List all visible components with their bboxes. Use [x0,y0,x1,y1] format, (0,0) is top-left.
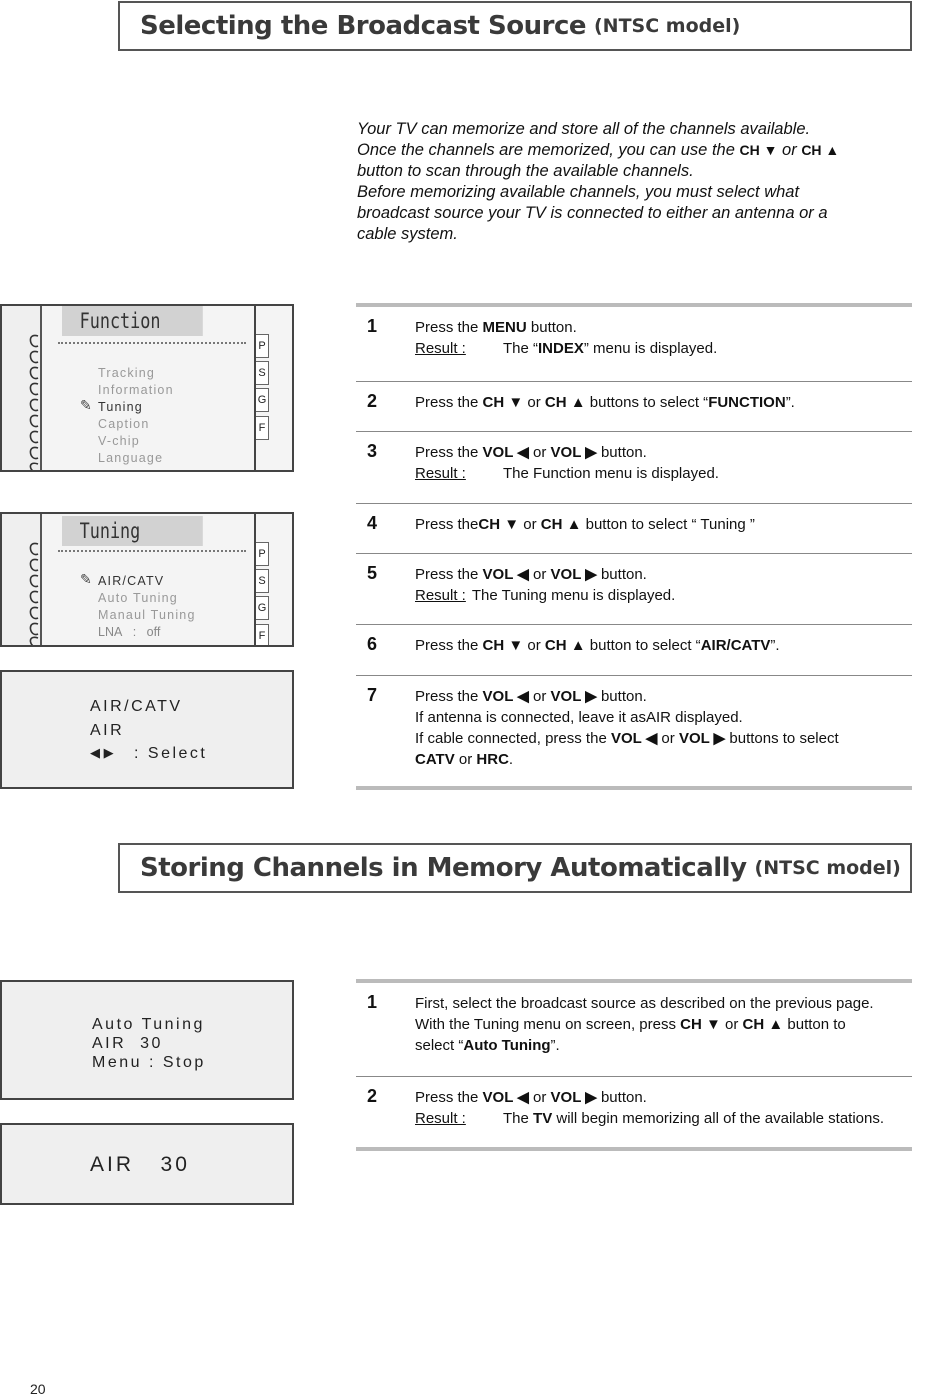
tab-g[interactable]: G [256,596,269,620]
steps-list-auto-memory [356,979,912,1151]
step-number: 3 [367,441,378,461]
lna-separator: : [132,625,137,639]
intro-text: Once the channels are memorized, you can use the [357,141,735,159]
ch-down-label: CH ▼ [478,516,520,533]
step-number: 2 [367,1086,378,1106]
menu-body [40,514,256,645]
menu-item-information[interactable]: Information [98,383,174,397]
step-text-part: button. [530,319,577,336]
vol-left-label: VOL ◀ [610,730,658,747]
section-title-text: Storing Channels in Memory Automatically [140,853,747,883]
ch-up-label: CH ▲ [540,516,582,533]
menu-tabs [254,514,292,645]
menu-key-label: MENU [482,319,527,336]
step-text [415,392,925,413]
menu-title: Tuning [62,516,203,546]
tab-f[interactable]: F [256,416,269,440]
step-text-part: or [458,751,473,768]
step-text-part: The Tuning menu is displayed. [471,587,676,604]
tuning-menu-screen [0,512,294,647]
section-title-model: (NTSC model) [594,15,741,37]
osd-title: AIR/CATV [90,698,183,715]
step-text-part: button. [600,444,647,461]
step-number: 4 [367,513,378,533]
step-text-part: select “ [415,1037,464,1054]
step-text [415,686,925,770]
menu-item-tracking[interactable]: Tracking [98,366,156,380]
step-text-part: button to select “ Tuning ” [585,516,755,533]
step-text [415,1087,925,1129]
vol-right-label: VOL ▶ [678,730,726,747]
step-text-part: The Function menu is displayed. [503,465,719,482]
step-text [415,993,925,1056]
osd-channel: AIR 30 [90,1153,190,1176]
ch-up-label: CH ▲ [544,637,586,654]
step-text-part: button. [600,1089,647,1106]
step-5 [356,554,912,625]
step-text-part: or [533,1089,547,1106]
menu-item-air-catv[interactable]: AIR/CATV [98,574,165,588]
result-label: Result : [415,587,466,604]
step-text-part: button to select “ [589,637,701,654]
ch-down-label: CH ▼ [482,394,524,411]
step-text-part: Press the [415,566,479,583]
step-text-part: Press the [415,444,479,461]
vol-left-label: VOL ◀ [482,1089,529,1106]
step-number: 5 [367,563,378,583]
function-menu-screen [0,304,294,472]
tab-p[interactable]: P [256,334,269,358]
step-text-part: Press the [415,394,479,411]
steps-list-broadcast [356,303,912,790]
step-text-part: ”. [550,1037,560,1054]
step-text-part: AIR/CATV [700,637,771,654]
section-title-broadcast-source [118,1,912,51]
step-6 [356,625,912,676]
menu-tabs [254,306,292,470]
step-text-part: button. [600,688,647,705]
section-title-auto-memory [118,843,912,893]
menu-title: Function [62,306,203,336]
menu-item-auto-tuning[interactable]: Auto Tuning [98,591,178,605]
vol-right-label: VOL ▶ [550,688,597,705]
menu-item-language[interactable]: Language [98,451,164,465]
tab-g[interactable]: G [256,388,269,412]
step-text-part: or [661,730,675,747]
step-text-part: or [533,444,547,461]
menu-body [40,306,256,470]
step-text-part: If antenna is connected, leave it as [415,709,646,726]
menu-item-manual-tuning[interactable]: Manaul Tuning [98,608,196,622]
step-text-part: will begin memorizing all of the available stations. [556,1110,885,1127]
step-text-part: buttons to select [729,730,839,747]
intro-line: button to scan through the available channels. [357,162,694,180]
osd-value: AIR [90,722,125,739]
step-text-part: Press the [415,688,479,705]
intro-text: or [782,141,797,159]
step-text-part: Press the [415,1089,479,1106]
step-number: 7 [367,685,378,705]
step-text-part: button to [787,1016,846,1033]
section-title-model: (NTSC model) [754,857,901,879]
page-number: 20 [30,1381,46,1397]
step-1 [356,983,912,1077]
step-text-part: or [527,637,541,654]
step-text-part: AIR displayed. [645,709,743,726]
step-1 [356,307,912,382]
auto-tuning-osd [0,980,294,1100]
menu-item-lna[interactable] [98,625,160,639]
menu-divider [58,550,246,552]
step-number: 1 [367,316,378,336]
step-text [415,514,925,535]
step-text-part: The [503,1110,529,1127]
step-2 [356,382,912,432]
intro-line [357,140,902,161]
vol-left-label: VOL ◀ [482,566,529,583]
tab-s[interactable]: S [256,361,269,385]
step-text-part: With the Tuning menu on screen, press [415,1016,676,1033]
step-text-part: buttons to select “ [589,394,709,411]
ch-down-label: CH ▼ [680,1016,721,1033]
step-2 [356,1077,912,1147]
intro-line: broadcast source your TV is connected to either an antenna or a [357,204,828,222]
menu-item-tuning[interactable]: Tuning [98,400,143,414]
step-text [415,317,925,359]
osd-hint: : Select [134,745,208,762]
step-text [415,564,925,606]
step-text-part: or [523,516,537,533]
step-text [415,442,925,484]
binder-spiral-icon [2,514,42,647]
section-title-text: Selecting the Broadcast Source [140,11,586,41]
menu-item-vchip[interactable]: V-chip [98,434,140,448]
step-text-part: or [533,566,547,583]
step-number: 2 [367,391,378,411]
step-text-part: Press the [415,516,479,533]
step-number: 6 [367,634,378,654]
left-right-arrows-icon: ◀ ▶ [90,745,114,760]
step-text-part: Press the [415,637,479,654]
vol-left-label: VOL ◀ [482,688,529,705]
air-catv-osd [0,670,294,789]
step-text-part: First, select the broadcast source as described on the previous page. [415,995,874,1012]
intro-line: cable system. [357,225,458,243]
step-text-part: Auto Tuning [463,1037,551,1054]
vol-left-label: VOL ◀ [482,444,529,461]
step-text-part: or [527,394,541,411]
osd-title: Auto Tuning [92,1016,205,1033]
osd-hint: Menu : Stop [92,1054,206,1071]
result-label: Result : [415,340,466,357]
menu-item-caption[interactable]: Caption [98,417,150,431]
step-4 [356,504,912,554]
tab-f[interactable]: F [256,624,269,647]
pencil-icon: ✎ [80,571,92,587]
menu-divider [58,342,246,344]
step-number: 1 [367,992,378,1012]
intro-line: Before memorizing available channels, you must select what [357,183,800,201]
result-label: Result : [415,465,466,482]
lna-label: LNA [98,625,123,639]
step-text-part: CATV [415,751,455,768]
ch-up-label: CH ▲ [742,1016,784,1033]
step-text-part: ”. [785,394,795,411]
step-text-part: TV [533,1110,553,1127]
step-7 [356,676,912,786]
binder-spiral-icon [2,306,42,472]
lna-value: off [146,625,161,639]
tab-p[interactable]: P [256,542,269,566]
step-text-part: or [725,1016,739,1033]
intro-paragraph [357,119,902,245]
step-text-part: FUNCTION [708,394,786,411]
step-text-part: ”. [770,637,780,654]
step-text [415,635,925,656]
ch-up-label: CH ▲ [544,394,586,411]
intro-line: Your TV can memorize and store all of the channels available. [357,120,811,138]
step-text-part: or [533,688,547,705]
vol-right-label: VOL ▶ [550,444,597,461]
step-text-part: If cable connected, press the [415,730,607,747]
pencil-icon: ✎ [80,397,92,413]
osd-channel: AIR 30 [92,1035,163,1052]
tab-s[interactable]: S [256,569,269,593]
step-text-part: HRC [476,751,509,768]
ch-up-label: CH ▲ [801,142,840,158]
air-channel-osd [0,1123,294,1205]
step-text-part: . [508,751,514,768]
step-3 [356,432,912,504]
step-text-part: button. [600,566,647,583]
ch-down-label: CH ▼ [739,142,778,158]
step-text-part: INDEX [538,340,584,357]
step-text-part: The “ [503,340,539,357]
vol-right-label: VOL ▶ [550,1089,597,1106]
result-label: Result : [415,1110,466,1127]
step-text-part: Press the [415,319,479,336]
step-text-part: ” menu is displayed. [583,340,718,357]
ch-down-label: CH ▼ [482,637,524,654]
vol-right-label: VOL ▶ [550,566,597,583]
